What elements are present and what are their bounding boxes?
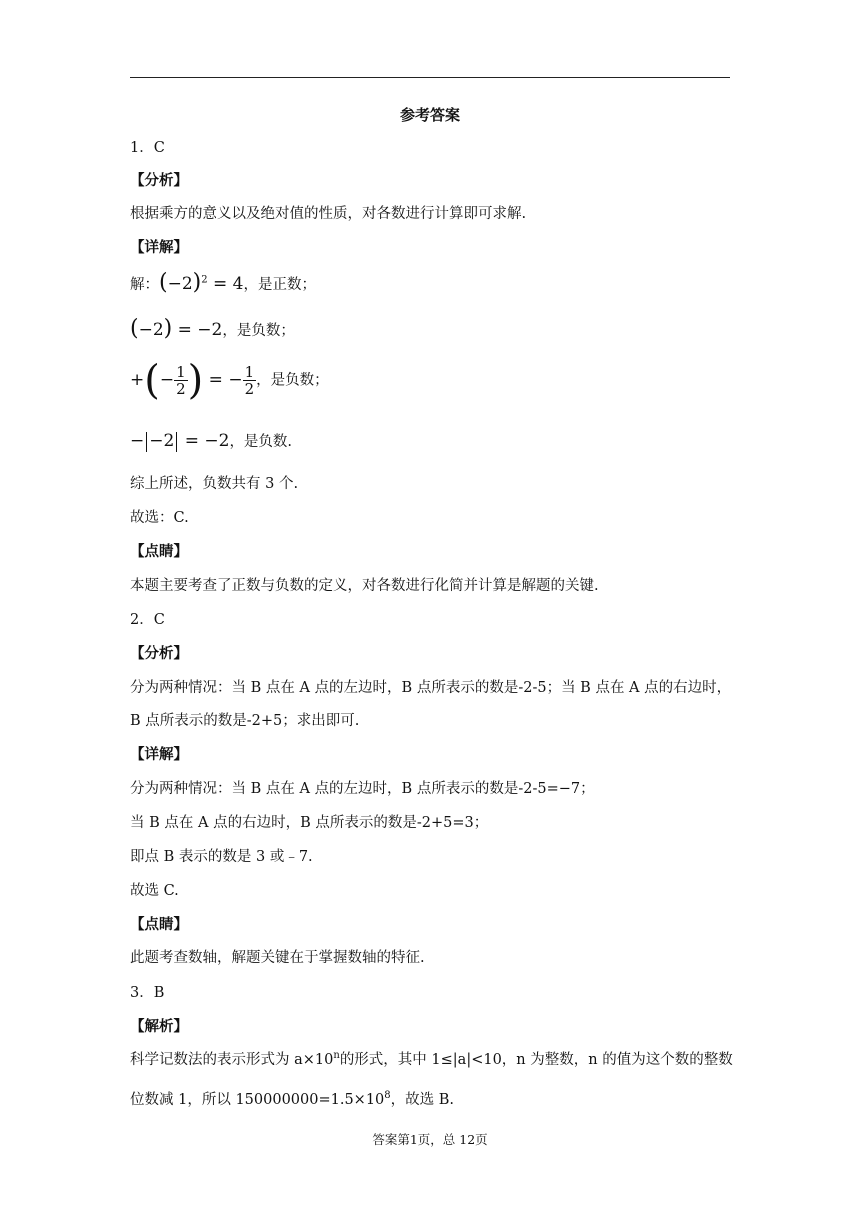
- math-expression: +(− $\frac{1}{2}$ ) = − $\frac{1}{2}$: [130, 357, 255, 403]
- q1-step-4: [130, 430, 292, 452]
- page-title: 参考答案: [399, 106, 460, 124]
- q1-detail-tag: 【详解】: [130, 239, 188, 256]
- q2-analysis-line-1: 分为两种情况：当 B 点在 A 点的左边时，B 点所表示的数是-2-5；当 B 点在 A 点的右边时，: [130, 680, 732, 696]
- q1-step-1: [130, 270, 316, 295]
- q3-line2-b: ，故选 B.: [390, 1092, 455, 1108]
- q2-detail-line-2: 当 B 点在 A 点的右边时，B 点所表示的数是-2+5=3；: [130, 815, 489, 831]
- q1-analysis-tag: 【分析】: [130, 172, 188, 189]
- q1-choice: 故选：C.: [130, 510, 189, 526]
- q3-line1-b: 的形式，其中 1≤|a|<10，n 为整数，n 的值为这个数的整数: [339, 1052, 733, 1068]
- q3-line1-a: 科学记数法的表示形式为 a×10: [130, 1052, 334, 1068]
- q1-summary: 综上所述，负数共有 3 个.: [130, 476, 299, 492]
- math-expression: (−2) = −2: [130, 316, 223, 341]
- q1-step4-suffix: ，是负数.: [229, 434, 293, 450]
- q1-step2-suffix: ，是负数；: [222, 323, 295, 339]
- q2-analysis-line-2: B 点所表示的数是-2+5；求出即可.: [130, 713, 360, 729]
- q3-line1-sup: n: [333, 1050, 340, 1062]
- q3-line2-a: 位数减 1，所以 150000000=1.5×10: [130, 1092, 385, 1108]
- q2-detail-line-3: 即点 B 表示的数是 3 或﹣7.: [130, 849, 313, 865]
- q1-step-3: [130, 357, 329, 403]
- q1-step1-suffix: ，是正数；: [243, 277, 316, 293]
- q3-answer: 3．B: [130, 985, 165, 1001]
- q2-comment: 此题考查数轴，解题关键在于掌握数轴的特征.: [130, 950, 425, 966]
- q2-comment-tag: 【点睛】: [130, 916, 188, 933]
- q2-analysis-tag: 【分析】: [130, 645, 188, 662]
- q2-answer: 2．C: [130, 612, 165, 628]
- math-expression: − −2 = −2: [130, 431, 230, 451]
- q2-choice: 故选 C.: [130, 883, 179, 899]
- page-footer: 答案第1页，总 12页: [372, 1132, 488, 1147]
- q1-comment-tag: 【点睛】: [130, 543, 188, 560]
- q1-analysis-text: 根据乘方的意义以及绝对值的性质，对各数进行计算即可求解.: [130, 206, 527, 222]
- q1-step1-prefix: 解：: [130, 277, 159, 293]
- header-rule: [130, 77, 730, 78]
- math-expression: $(-2)^2 = 4$: [159, 270, 244, 295]
- q2-detail-tag: 【详解】: [130, 746, 188, 763]
- q3-line-2: [130, 1088, 454, 1109]
- q3-analysis-tag: 【解析】: [130, 1018, 188, 1035]
- q1-comment: 本题主要考查了正数与负数的定义，对各数进行化简并计算是解题的关键.: [130, 578, 599, 594]
- q2-detail-line-1: 分为两种情况：当 B 点在 A 点的左边时，B 点所表示的数是-2-5=−7；: [130, 781, 595, 797]
- q3-line-1: [130, 1048, 733, 1069]
- q1-answer: 1．C: [130, 140, 165, 156]
- q3-line2-sup: 8: [384, 1090, 391, 1102]
- q1-step3-suffix: ，是负数；: [256, 372, 329, 389]
- q1-step-2: [130, 316, 295, 341]
